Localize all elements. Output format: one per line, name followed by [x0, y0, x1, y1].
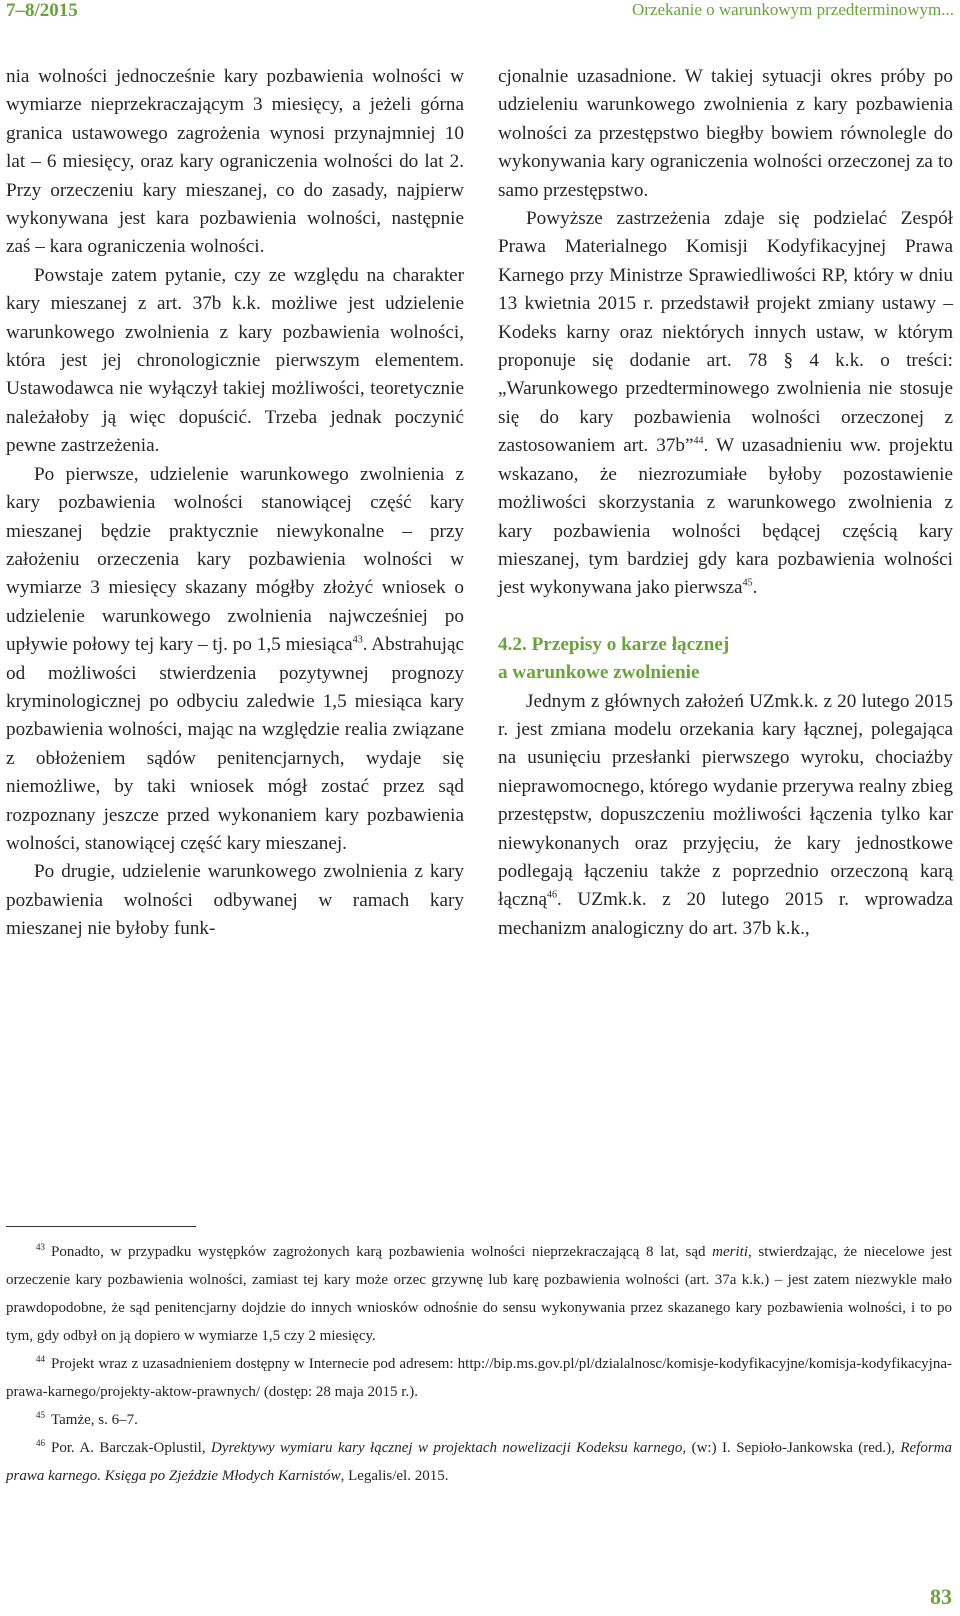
paragraph-text: .	[752, 577, 758, 599]
footnote-ref: 44	[693, 435, 704, 447]
page-header	[0, 0, 960, 24]
paragraph: Po drugie, udzielenie warunkowego zwolnienia z kary pozbawienia wolności odbywanej w ramach kary mieszanej nie byłoby funk-	[6, 861, 464, 940]
footnote-number: 45	[36, 1410, 45, 1420]
footnote-number: 43	[36, 1242, 45, 1252]
footnote-text: Ponadto, w przypadku występków zagrożonych karą pozbawienia wolności nieprzekraczającą 8 lat, sąd	[51, 1244, 713, 1260]
footnote-ref: 45	[742, 577, 753, 589]
footnote-number: 46	[36, 1438, 45, 1448]
paragraph: cjonalnie uzasadnione. W takiej sytuacji okres próby po udzieleniu warunkowego zwolnienia z kary pozbawienia wolności za przestępstwo biegłby bowiem równolegle do wykonywania kary ograniczenia wolności orzeczonej za to samo przestępstwo.	[498, 66, 953, 201]
issue-number: 7–8/2015	[6, 0, 78, 21]
section-heading-line: a warunkowe zwolnienie	[498, 662, 700, 684]
footnote-italic: Dyrektywy wymiaru kary łącznej w projektach nowelizacji Kodeksu karnego	[211, 1440, 683, 1456]
page-number: 83	[930, 1584, 952, 1609]
section-heading-line: 4.2. Przepisy o karze łącznej	[498, 633, 730, 655]
right-column	[498, 63, 953, 943]
paragraph: Powstaje zatem pytanie, czy ze względu na charakter kary mieszanej z art. 37b k.k. możliwe jest udzielenie warunkowego zwolnienia z kary pozbawienia wolności, która jest jej chronologicznie pierwszym elementem. Ustawodawca nie wyłączył takiej możliwości, teoretycznie należałoby ją więc dopuścić. Trzeba jednak poczynić pewne zastrzeżenia.	[6, 264, 464, 457]
paragraph: nia wolności jednocześnie kary pozbawienia wolności w wymiarze nieprzekraczającym 3 miesięcy, a jeżeli górna granica ustawowego zagrożenia wynosi przynajmniej 10 lat – 6 miesięcy, oraz kary ograniczenia wolności do lat 2. Przy orzeczeniu kary mieszanej, co do zasady, najpierw wykonywana jest kara pozbawienia wolności, następnie zaś – kara ograniczenia wolności.	[6, 66, 464, 258]
footnote-text: Por. A. Barczak-Oplustil,	[51, 1440, 212, 1456]
footnote-44	[6, 1350, 952, 1406]
left-column	[6, 63, 464, 944]
footnote-number: 44	[36, 1354, 45, 1364]
paragraph	[498, 205, 953, 603]
footnote-45	[6, 1406, 952, 1434]
running-title: Orzekanie o warunkowym przedterminowym...	[632, 0, 954, 19]
footnote-italic: Reforma prawa karnego. Księga po Zjeździe Młodych Karnistów	[6, 1440, 953, 1484]
footnote-separator	[6, 1226, 196, 1227]
paragraph	[498, 688, 953, 944]
footnote-text: , (w:) I. Sepioło-Jankowska (red.),	[682, 1440, 901, 1456]
footnote-text: , Legalis/el. 2015.	[340, 1468, 449, 1484]
footnote-text: Tamże, s. 6–7.	[51, 1412, 138, 1428]
paragraph-text: . W uzasadnieniu ww. projektu wskazano, że niezrozumiałe byłoby pozostawienie możliwości skorzystania z warunkowego zwolnienia z kary pozbawienia wolności będącej częścią kary mieszanej, tym bardziej gdy kara pozbawienia wolności jest wykonywana jako pierwsza	[498, 435, 953, 599]
footnote-46	[6, 1434, 952, 1490]
footnotes	[6, 1238, 952, 1490]
paragraph-text: . Abstrahując od możliwości stwierdzenia pozytywnej prognozy kryminologicznej po odbyciu zaledwie 1,5 miesiąca kary pozbawienia wolności, mając na względzie realia związane z obłożeniem sądów penitencjarnych, wydaje się niemożliwe, by taki wniosek mógł zostać przez sąd rozpoznany jeszcze przed wykonaniem kary pozbawienia wolności, stanowiącej część kary mieszanej.	[6, 634, 464, 854]
footnote-ref: 46	[547, 889, 557, 901]
footnote-text: Projekt wraz z uzasadnieniem dostępny w Internecie pod adresem: http://bip.ms.gov.pl/pl/dzialalnosc/komisje-kodyfikacyjne/komisja-kodyfikacyjna-prawa-karnego/projekty-aktow-prawnych/ (dostęp: 28 maja 2015 r.).	[6, 1356, 952, 1400]
footnote-43	[6, 1238, 952, 1350]
footnote-text: , stwierdzając, że niecelowe jest orzeczenie kary pozbawienia wolności, zamiast tej kary może orzec grzywnę lub karę pozbawienia wolności (art. 37a k.k.) – jest zatem niezwykle mało prawdopodobne, że sąd penitencjarny dojdzie do innych wniosków odnośnie do sensu wykonywania przez skazanego kary pozbawienia wolności, i to po tym, gdy odbył on ją dopiero w wymiarze 1,5 czy 2 miesięcy.	[6, 1244, 952, 1344]
section-heading	[498, 631, 953, 688]
paragraph-text: . UZmk.k. z 20 lutego 2015 r. wprowadza mechanizm analogiczny do art. 37b k.k.,	[498, 889, 953, 939]
paragraph-text: Po pierwsze, udzielenie warunkowego zwolnienia z kary pozbawienia wolności stanowiącej część kary mieszanej będzie praktycznie niewykonalne – przy założeniu orzeczenia kary pozbawienia wolności w wymiarze 3 miesięcy skazany mógłby złożyć wniosek o udzielenie warunkowego zwolnienia najwcześniej po upływie połowy tej kary – tj. po 1,5 miesiąca	[6, 463, 464, 656]
paragraph-text: Powyższe zastrzeżenia zdaje się podzielać Zespół Prawa Materialnego Komisji Kodyfikacyjnej Prawa Karnego przy Ministrze Sprawiedliwości RP, który w dniu 13 kwietnia 2015 r. przedstawił projekt zmiany ustawy – Kodeks karny oraz niektórych innych ustaw, w którym proponuje się dodanie art. 78 § 4 k.k. o treści: „Warunkowego przedterminowego zwolnienia nie stosuje się do kary pozbawienia wolności orzeczonej z zastosowaniem art. 37b”	[498, 208, 953, 457]
footnote-ref: 43	[352, 634, 363, 646]
paragraph-text: Jednym z głównych założeń UZmk.k. z 20 lutego 2015 r. jest zmiana modelu orzekania kary łącznej, polegająca na usunięciu przesłanki pierwszego wyroku, chociażby nieprawomocnego, którego wydanie przerywa realny zbieg przestępstw, dopuszczeniu możliwości łączenia tylko kar niewykonanych oraz przyjęciu, że kary jednostkowe podlegają łączeniu także z poprzednio orzeczoną karą łączną	[498, 690, 953, 911]
footnote-italic: meriti	[712, 1244, 749, 1260]
paragraph	[6, 461, 464, 859]
